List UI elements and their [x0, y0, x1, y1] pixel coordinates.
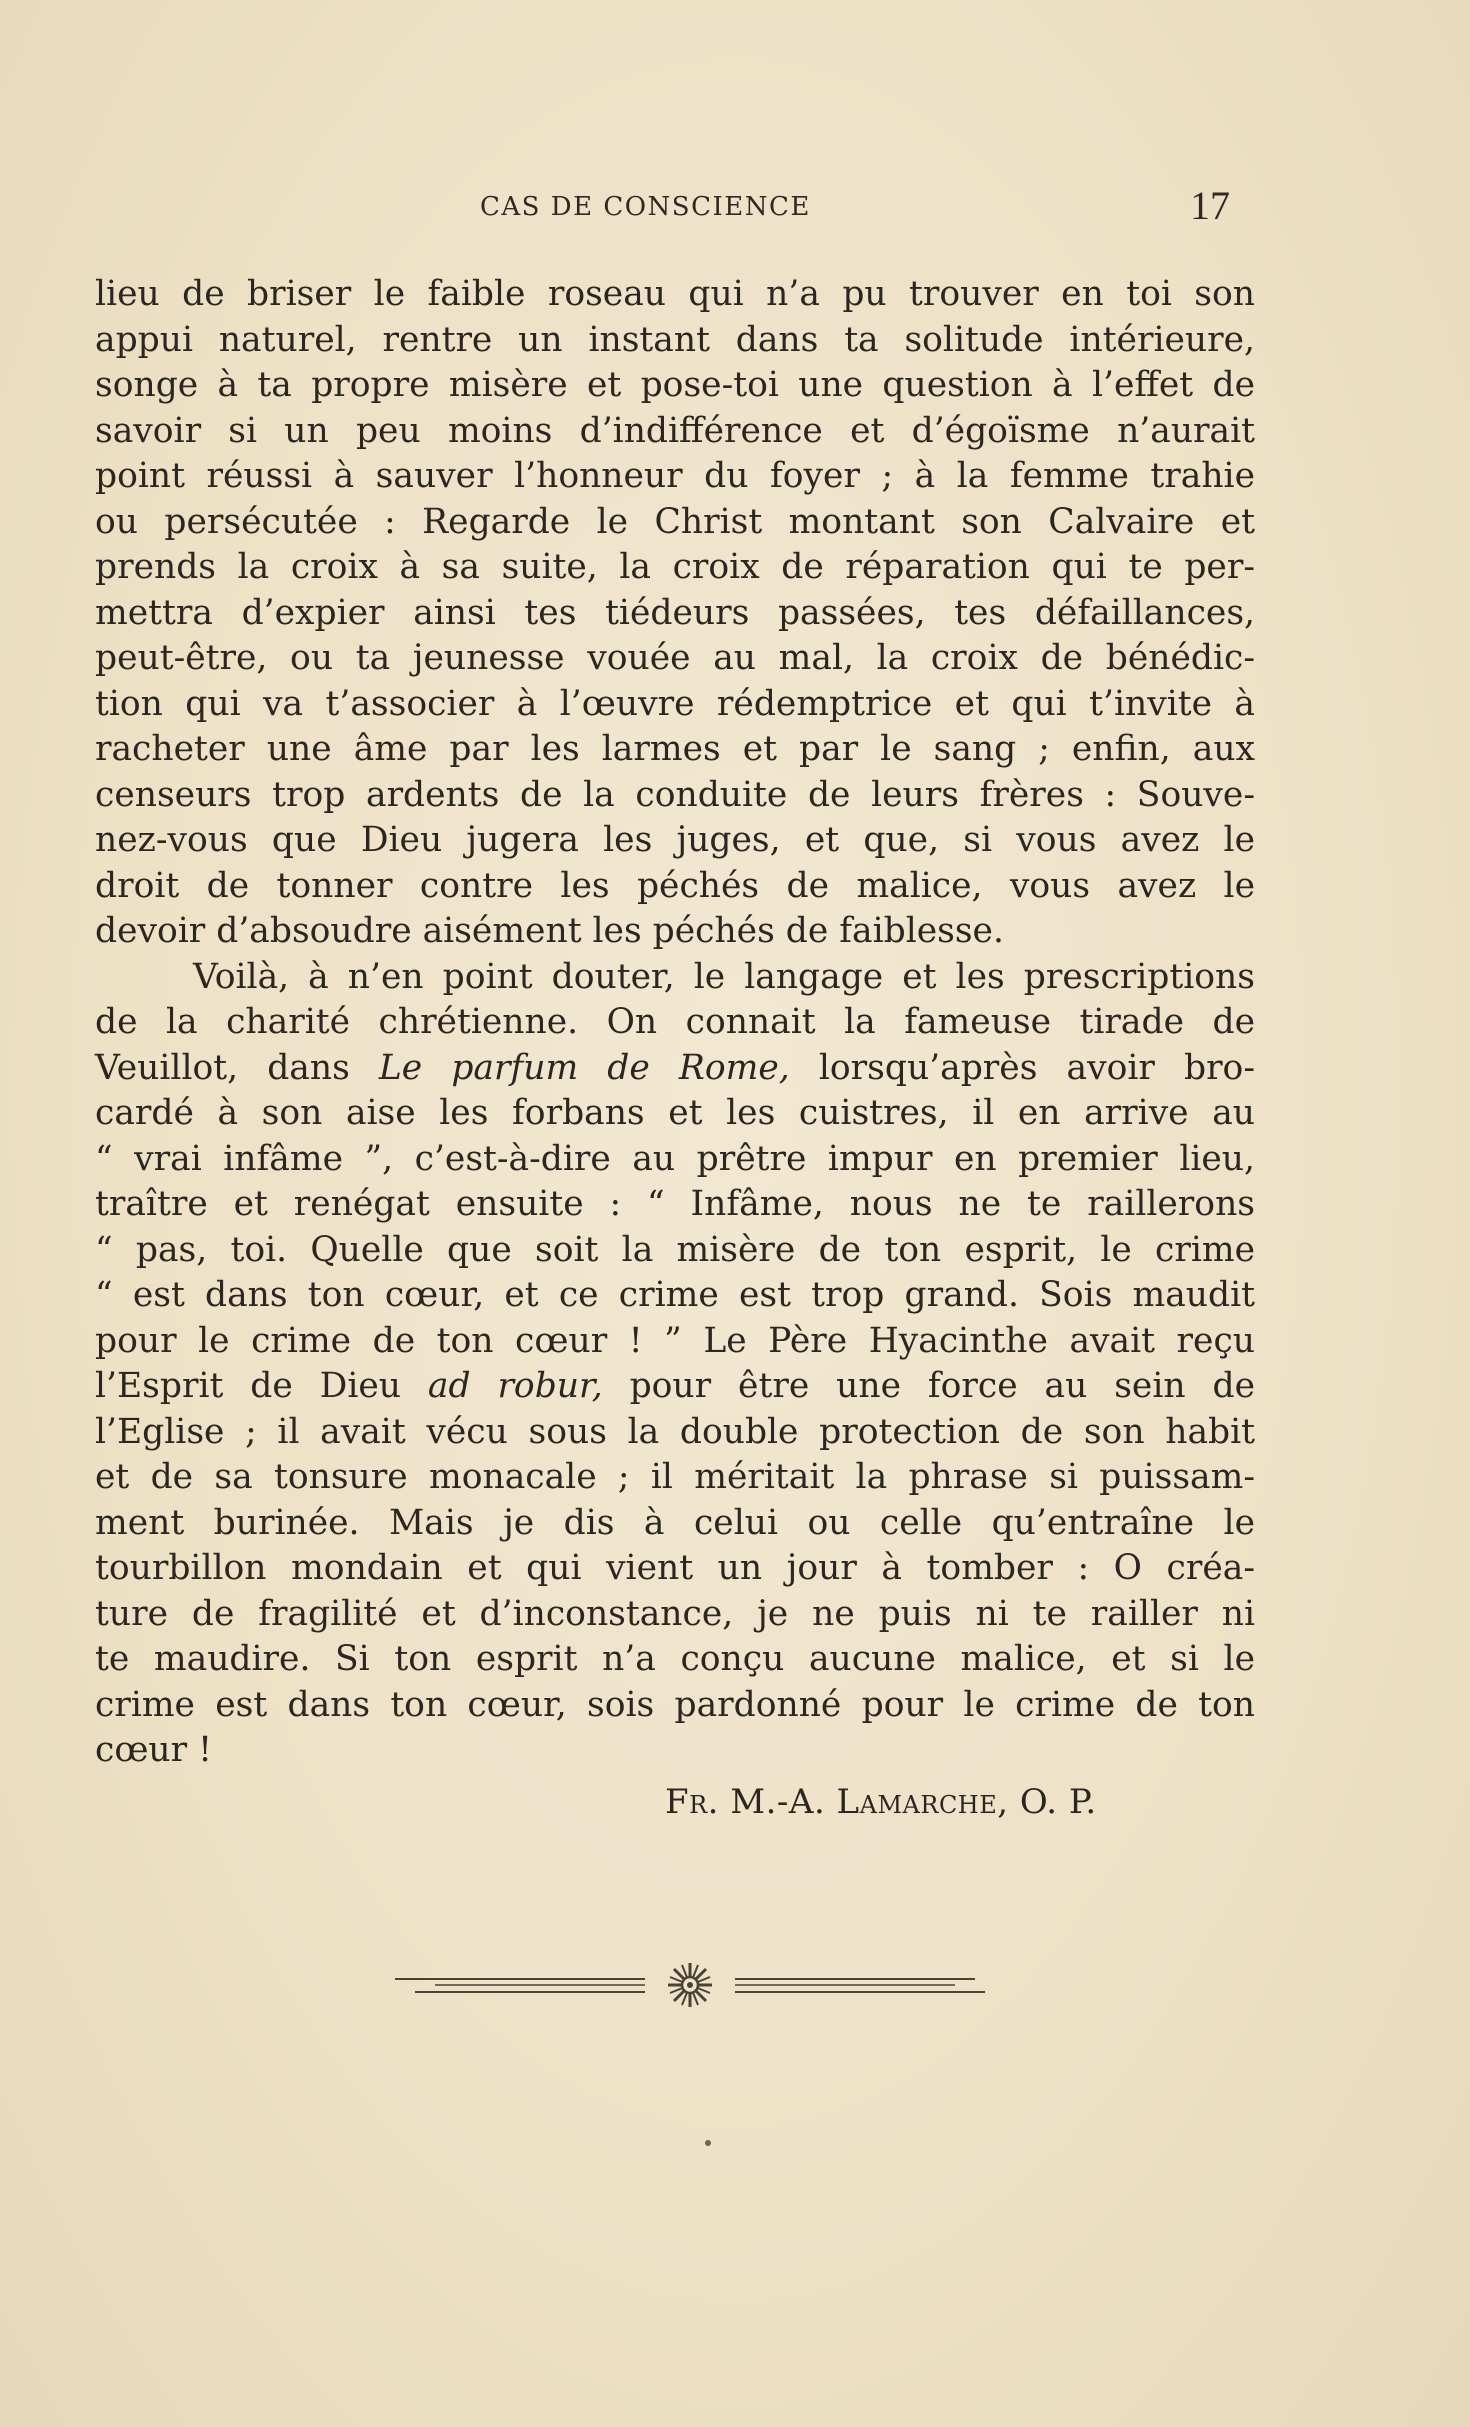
- page-number: 17: [1190, 183, 1230, 228]
- text-line: tion qui va t’associer à l’œuvre rédemptrice et qui t’invite à: [95, 683, 1255, 724]
- text-line: [95, 1364, 1255, 1410]
- text-line: lieu de briser le faible roseau qui n’a pu trouver en toi son: [95, 274, 1255, 314]
- latin-phrase: ad robur,: [427, 1366, 603, 1406]
- text-line: traître et renégat ensuite : “ Infâme, nous ne te raillerons: [95, 1184, 1255, 1224]
- text-line: pour le crime de ton cœur ! ” Le Père Hyacinthe avait reçu: [95, 1320, 1255, 1361]
- text-fragment: lorsqu’après avoir bro-: [789, 1047, 1255, 1088]
- text-line: de la charité chrétienne. On connait la fameuse tirade de: [95, 1002, 1255, 1042]
- text-line: cardé à son aise les forbans et les cuistres, il en arrive au: [95, 1093, 1255, 1133]
- text-fragment: l’Esprit de Dieu: [95, 1366, 428, 1406]
- text-line: “ est dans ton cœur, et ce crime est trop grand. Sois maudit: [95, 1275, 1255, 1315]
- book-title: Le parfum de Rome,: [378, 1047, 790, 1088]
- text-line: “ vrai infâme ”, c’est-à-dire au prêtre impur en premier lieu,: [95, 1138, 1255, 1179]
- sun-ornament-icon: [395, 1955, 985, 2015]
- text-line: cœur !: [95, 1730, 212, 1770]
- text-line: mettra d’expier ainsi tes tiédeurs passées, tes défaillances,: [95, 592, 1255, 633]
- text-line: Voilà, à n’en point douter, le langage et les prescriptions: [193, 956, 1255, 997]
- text-line: droit de tonner contre les péchés de malice, vous avez le: [95, 865, 1255, 906]
- text-line: devoir d’absoudre aisément les péchés de faiblesse.: [95, 911, 1004, 951]
- text-line: songe à ta propre misère et pose-toi une question à l’effet de: [95, 365, 1255, 405]
- author-signature: Fr. M.-A. Lamarche, O. P.: [665, 1782, 1097, 1822]
- text-line: tourbillon mondain et qui vient un jour à tomber : O créa-: [95, 1548, 1255, 1588]
- text-line: ou persécutée : Regarde le Christ montant son Calvaire et: [95, 501, 1255, 542]
- text-line: appui naturel, rentre un instant dans ta solitude intérieure,: [95, 319, 1255, 360]
- text-fragment: pour être une force au sein de: [602, 1366, 1255, 1406]
- text-line: crime est dans ton cœur, sois pardonné pour le crime de ton: [95, 1684, 1255, 1725]
- text-line: nez-vous que Dieu jugera les juges, et que, si vous avez le: [95, 820, 1255, 860]
- running-title: CAS DE CONSCIENCE: [480, 192, 811, 222]
- text-line: “ pas, toi. Quelle que soit la misère de ton esprit, le crime: [95, 1229, 1255, 1270]
- text-line: peut-être, ou ta jeunesse vouée au mal, la croix de bénédic-: [95, 638, 1255, 678]
- text-line: ment burinée. Mais je dis à celui ou celle qu’entraîne le: [95, 1502, 1255, 1543]
- text-line: racheter une âme par les larmes et par le sang ; enfin, aux: [95, 729, 1255, 769]
- text-line: et de sa tonsure monacale ; il méritait la phrase si puissam-: [95, 1457, 1255, 1497]
- ink-speck: [705, 2140, 711, 2146]
- text-line: ture de fragilité et d’inconstance, je ne puis ni te railler ni: [95, 1593, 1255, 1634]
- text-line: censeurs trop ardents de la conduite de leurs frères : Souve-: [95, 774, 1255, 815]
- body-text: [95, 272, 1255, 1774]
- text-line: point réussi à sauver l’honneur du foyer ; à la femme trahie: [95, 456, 1255, 496]
- text-line: te maudire. Si ton esprit n’a conçu aucune malice, et si le: [95, 1639, 1255, 1679]
- text-line: savoir si un peu moins d’indifférence et d’égoïsme n’aurait: [95, 410, 1255, 451]
- text-line: l’Eglise ; il avait vécu sous la double protection de son habit: [95, 1411, 1255, 1452]
- text-fragment: Veuillot, dans: [95, 1047, 379, 1088]
- text-line: [95, 1046, 1255, 1092]
- text-line: prends la croix à sa suite, la croix de réparation qui te per-: [95, 547, 1255, 587]
